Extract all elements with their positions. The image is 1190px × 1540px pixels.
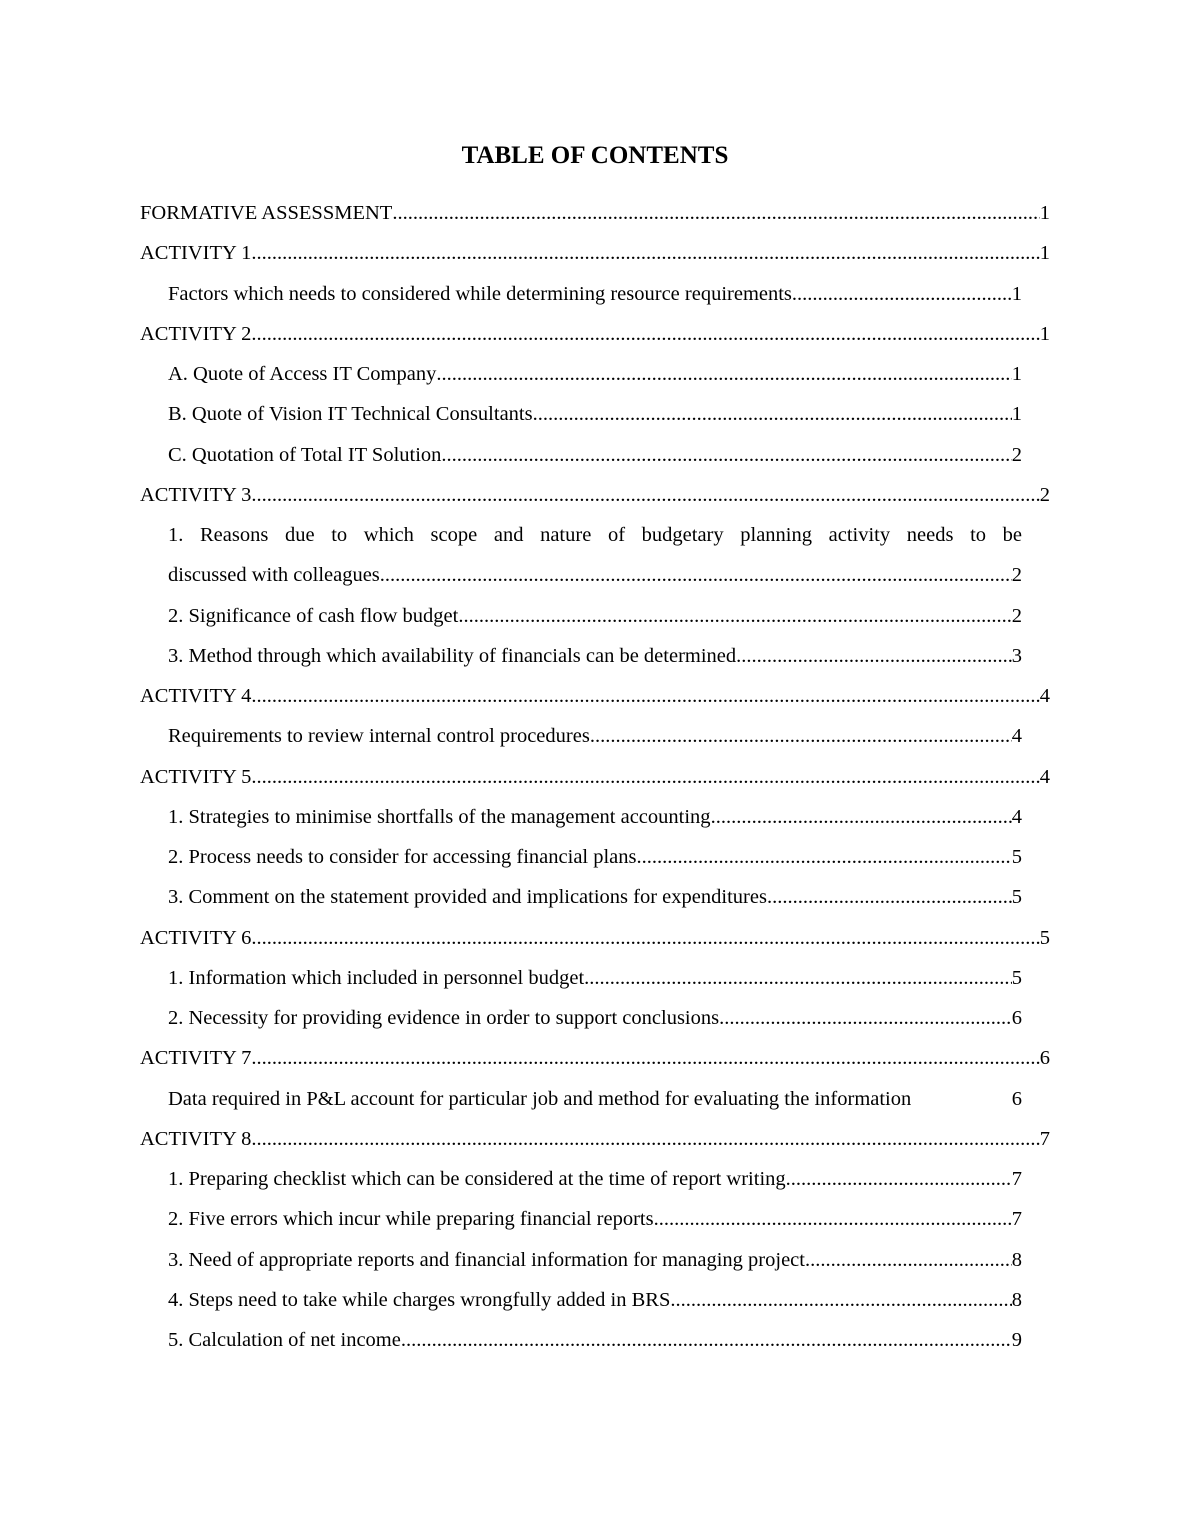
toc-page-number: 1 — [1039, 322, 1050, 345]
toc-page-number: 2 — [1039, 483, 1050, 506]
toc-title: TABLE OF CONTENTS — [461, 142, 729, 169]
toc-entry-personnel-budget[interactable] — [168, 958, 1022, 998]
toc-page-number: 4 — [1011, 805, 1022, 828]
toc-entry-activity-2[interactable] — [140, 314, 1050, 354]
toc-entry-label: FORMATIVE ASSESSMENT — [140, 202, 393, 224]
dot-leader — [380, 555, 1012, 595]
toc-page-number: 5 — [1039, 926, 1050, 949]
toc-entry-activity-8[interactable] — [140, 1119, 1050, 1159]
dot-leader — [736, 636, 1012, 676]
toc-entry-report-checklist[interactable] — [168, 1159, 1022, 1199]
toc-page-number: 4 — [1039, 765, 1050, 788]
toc-entry-label-line1: 1. Reasons due to which scope and nature of budgetary planning activity needs to be — [168, 524, 1022, 546]
dot-leader — [251, 233, 1039, 273]
toc-entry-reports-need[interactable] — [168, 1240, 1022, 1280]
dot-leader — [251, 1119, 1039, 1159]
dot-leader — [711, 797, 1012, 837]
toc-entry-label: 2. Necessity for providing evidence in order to support conclusions — [168, 1007, 720, 1029]
dot-leader — [792, 274, 1012, 314]
toc-entry-activity-5[interactable] — [140, 757, 1050, 797]
toc-entry-label: ACTIVITY 5 — [140, 765, 252, 788]
dot-leader — [251, 475, 1039, 515]
toc-entry-budgetary-planning-reasons[interactable] — [168, 515, 1022, 596]
dot-leader — [767, 877, 1012, 917]
dot-leader — [654, 1199, 1012, 1239]
toc-entry-evidence-necessity[interactable] — [168, 998, 1022, 1038]
toc-entry-label: ACTIVITY 2 — [140, 322, 252, 345]
toc-entry-label: 3. Comment on the statement provided and implications for expenditures — [168, 886, 767, 909]
toc-page-number: 9 — [1011, 1329, 1022, 1351]
toc-page-number: 7 — [1011, 1208, 1022, 1231]
toc-entry-net-income[interactable] — [168, 1320, 1022, 1360]
toc-entry-activity-1[interactable] — [140, 233, 1050, 273]
dot-leader — [251, 314, 1039, 354]
toc-entry-label: A. Quote of Access IT Company — [168, 363, 437, 385]
toc-entry-label: Data required in P&L account for particular job and method for evaluating the information — [168, 1087, 912, 1110]
toc-entry-label: 2. Process needs to consider for accessing financial plans — [168, 846, 637, 868]
dot-leader — [251, 757, 1039, 797]
dot-leader — [590, 716, 1012, 756]
toc-entry-label: 1. Preparing checklist which can be considered at the time of report writing — [168, 1168, 786, 1190]
toc-page-number: 4 — [1039, 685, 1050, 707]
toc-entry-quote-vision-it[interactable] — [168, 394, 1022, 434]
dot-leader — [251, 918, 1039, 958]
dot-leader — [441, 435, 1011, 475]
toc-page-number: 6 — [1011, 1087, 1022, 1110]
toc-entry-pl-account-data[interactable] — [168, 1079, 1022, 1119]
toc-entry-label: ACTIVITY 1 — [140, 242, 252, 265]
toc-entry-formative-assessment[interactable] — [140, 193, 1050, 233]
toc-page-number: 2 — [1011, 604, 1022, 627]
toc-page-number: 3 — [1011, 644, 1022, 667]
toc-page-number: 1 — [1011, 403, 1022, 426]
dot-leader — [719, 998, 1012, 1038]
dot-leader — [458, 596, 1011, 636]
toc-page-number: 2 — [1011, 564, 1022, 587]
dot-leader — [637, 837, 1012, 877]
toc-page-number: 4 — [1011, 725, 1022, 748]
toc-page-number: 1 — [1039, 242, 1050, 265]
toc-entry-label: C. Quotation of Total IT Solution — [168, 443, 442, 466]
toc-page-number: 1 — [1011, 282, 1022, 305]
toc-entry-label: ACTIVITY 4 — [140, 685, 252, 707]
dot-leader — [786, 1159, 1012, 1199]
toc-entry-resource-requirements[interactable] — [168, 274, 1022, 314]
dot-leader — [251, 1038, 1039, 1078]
dot-leader — [436, 354, 1011, 394]
toc-entry-label: ACTIVITY 7 — [140, 1047, 252, 1070]
toc-entry-label: 1. Information which included in personnel budget — [168, 966, 585, 989]
dot-leader — [584, 958, 1012, 998]
toc-entry-financials-availability[interactable] — [168, 636, 1022, 676]
toc-page-number: 5 — [1011, 966, 1022, 989]
toc-entry-label: 2. Five errors which incur while preparing financial reports — [168, 1208, 654, 1231]
toc-entry-label: B. Quote of Vision IT Technical Consultants — [168, 403, 533, 426]
toc-page-number: 7 — [1039, 1127, 1050, 1150]
toc-page-number: 8 — [1011, 1248, 1022, 1271]
toc-entry-label: 1. Strategies to minimise shortfalls of the management accounting — [168, 805, 711, 828]
toc-entry-brs-steps[interactable] — [168, 1280, 1022, 1320]
toc-entry-quote-access-it[interactable] — [168, 354, 1022, 394]
toc-entry-statement-comment[interactable] — [168, 877, 1022, 917]
toc-entry-activity-7[interactable] — [140, 1038, 1050, 1078]
dot-leader — [670, 1280, 1011, 1320]
toc-entry-label: ACTIVITY 6 — [140, 926, 252, 949]
toc-page-number: 2 — [1011, 443, 1022, 466]
toc-page-number: 5 — [1011, 886, 1022, 909]
dot-leader — [805, 1240, 1012, 1280]
toc-entry-five-errors[interactable] — [168, 1199, 1022, 1239]
toc-entry-label: ACTIVITY 3 — [140, 483, 252, 506]
toc-page-number: 8 — [1011, 1288, 1022, 1311]
toc-entry-label: Requirements to review internal control procedures — [168, 725, 590, 748]
toc-entry-quotation-total-it[interactable] — [168, 435, 1022, 475]
dot-leader — [251, 676, 1039, 716]
toc-entry-cash-flow-budget[interactable] — [168, 596, 1022, 636]
toc-entry-activity-3[interactable] — [140, 475, 1050, 515]
toc-page-number: 1 — [1011, 363, 1022, 385]
toc-entry-label: Factors which needs to considered while determining resource requirements — [168, 282, 792, 305]
dot-leader — [392, 193, 1039, 233]
toc-entry-label: 2. Significance of cash flow budget — [168, 604, 459, 627]
toc-entry-activity-4[interactable] — [140, 676, 1050, 716]
toc-entry-label: 3. Method through which availability of financials can be determined — [168, 644, 737, 667]
toc-entry-label: 5. Calculation of net income — [168, 1329, 401, 1351]
toc-page-number: 5 — [1011, 846, 1022, 868]
toc-entry-label: 3. Need of appropriate reports and financial information for managing project — [168, 1248, 805, 1271]
toc-entry-label: ACTIVITY 8 — [140, 1127, 252, 1150]
toc-entry-label: 4. Steps need to take while charges wrongfully added in BRS — [168, 1288, 671, 1311]
toc-entry-financial-plans-process[interactable] — [168, 837, 1022, 877]
dot-leader — [401, 1320, 1012, 1360]
dot-leader — [533, 394, 1012, 434]
toc-page-number: 6 — [1039, 1047, 1050, 1070]
toc-entry-internal-control[interactable] — [168, 716, 1022, 756]
toc-entry-strategies-shortfalls[interactable] — [168, 797, 1022, 837]
toc-page-number: 7 — [1011, 1168, 1022, 1190]
toc-list — [140, 193, 1050, 1360]
toc-entry-label: discussed with colleagues — [168, 564, 380, 587]
toc-entry-activity-6[interactable] — [140, 918, 1050, 958]
toc-page-number: 1 — [1039, 202, 1050, 224]
toc-page-number: 6 — [1011, 1007, 1022, 1029]
